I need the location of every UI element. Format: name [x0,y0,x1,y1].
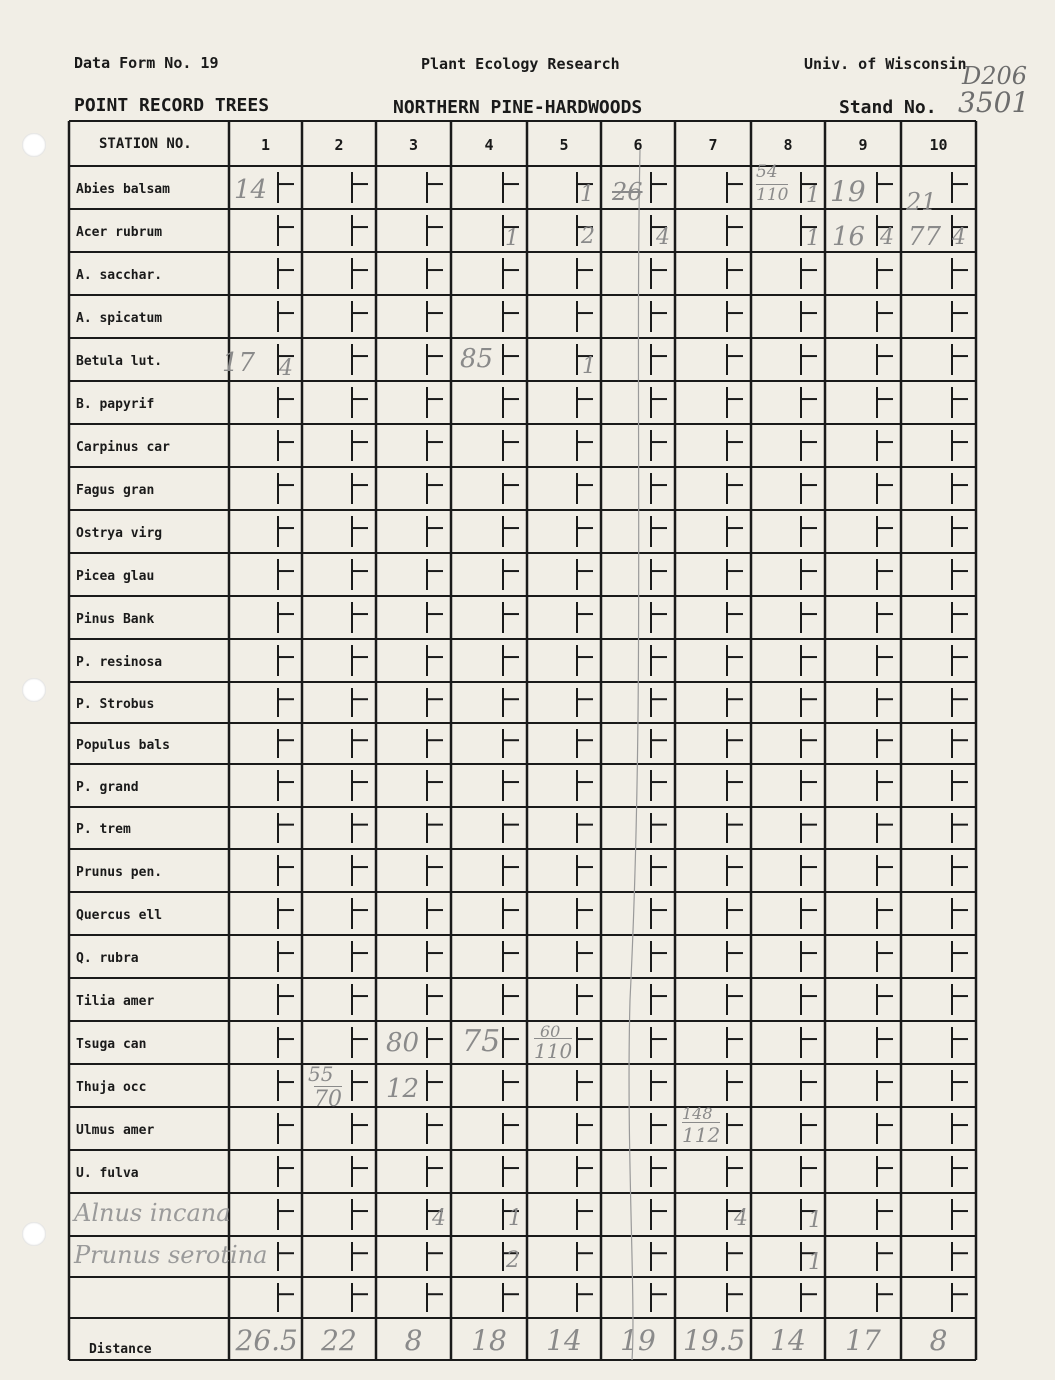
entry-prunus-ser-st4: 2 [506,1248,520,1273]
entry-alnus-st7: 4 [734,1206,748,1231]
species-label: Abies balsam [76,181,170,197]
species-label: Acer rubrum [76,224,163,240]
species-label: A. sacchar. [76,267,163,283]
species-label: U. fulva [76,1165,139,1181]
entry-betula-st1: 17 [222,348,256,378]
species-label: Betula lut. [76,353,163,369]
station-number: 10 [929,136,948,154]
entry-acer-st8: 1 [806,226,820,251]
form-number: Data Form No. 19 [74,54,219,72]
entry-abies-st8-bottom: 110 [756,185,789,205]
species-label: Prunus pen. [76,864,163,880]
species-label: B. papyrif [76,396,155,412]
species-label: P. trem [76,822,131,837]
corner-note: D206 [962,62,1028,90]
handwritten-species-label: Alnus incana [74,1198,231,1227]
entry-tsuga-st5-top: 60 [540,1022,561,1041]
research-title: Plant Ecology Research [421,55,620,73]
entry-abies-st1: 14 [234,175,268,205]
station-number: 5 [559,136,569,154]
distance-value: 26.5 [235,1324,298,1357]
station-number: 2 [334,136,344,154]
distance-label: Distance [89,1342,152,1357]
distance-value: 19.5 [683,1324,746,1357]
entry-acer-st6: 4 [656,225,670,250]
entry-abies-st5: 1 [580,182,594,207]
station-number: 8 [783,136,793,154]
species-label: Picea glau [76,568,155,584]
university-name: Univ. of Wisconsin [804,55,967,73]
species-label: Quercus ell [76,907,163,923]
entry-alnus-st8: 1 [808,1208,822,1233]
distance-value: 22 [321,1324,357,1357]
species-label: Pinus Bank [76,611,155,627]
species-label: Q. rubra [76,950,139,966]
distance-value: 17 [845,1324,881,1357]
handwritten-species-label: Prunus serotina [74,1240,268,1269]
entry-acer-st10-count: 4 [952,225,966,250]
species-label: Fagus gran [76,482,155,498]
entry-ulmus-st7-bottom: 112 [682,1123,721,1147]
entry-acer-st10: 77 [908,222,942,252]
station-number: 6 [633,136,643,154]
entry-abies-st8-top: 54 [756,162,778,182]
species-label: A. spicatum [76,310,163,326]
entry-abies-st10: 21 [906,188,937,216]
entry-alnus-st4: 1 [508,1206,522,1231]
entry-thuja-st3: 12 [386,1074,420,1104]
species-label: P. grand [76,779,139,795]
stand-label: Stand No. [839,97,937,118]
species-label: Carpinus car [76,439,170,455]
entry-tsuga-st3: 80 [386,1028,420,1058]
entry-betula-st1-count: 4 [279,356,293,381]
entry-tsuga-st4: 75 [462,1024,501,1059]
station-label: STATION NO. [99,136,192,152]
entry-abies-st9: 19 [830,175,866,208]
distance-value: 14 [770,1324,806,1357]
species-label: Ostrya virg [76,525,163,541]
species-label: P. Strobus [76,696,155,712]
entry-tsuga-st5-bottom: 110 [534,1039,573,1063]
stand-number: 3501 [958,86,1030,119]
entry-thuja-st2-top: 55 [308,1062,334,1086]
distance-value: 8 [929,1324,948,1357]
station-number: 9 [858,136,868,154]
distance-value: 8 [404,1324,423,1357]
species-label: Populus bals [76,737,170,753]
entry-prunus-ser-st8: 1 [808,1250,822,1275]
entry-ulmus-st7-top: 148 [682,1104,713,1123]
entry-betula-st4: 85 [460,344,494,374]
distance-value: 19 [620,1324,656,1357]
community-title: NORTHERN PINE-HARDWOODS [393,97,643,118]
entry-thuja-st2-bottom: 70 [314,1087,342,1112]
distance-value: 14 [546,1324,582,1357]
entry-acer-st9: 16 [832,222,866,252]
entry-acer-st5: 2 [581,224,595,249]
station-number: 3 [408,136,419,154]
species-label: Thuja occ [76,1079,147,1095]
record-type-title: POINT RECORD TREES [74,95,270,116]
entry-abies-st6: 26 [612,178,643,206]
species-label: Tilia amer [76,993,155,1009]
station-number: 7 [708,136,718,154]
species-label: Tsuga can [76,1036,147,1052]
species-label: P. resinosa [76,654,163,670]
station-number: 1 [260,136,271,154]
entry-abies-st8-count: 1 [806,183,820,208]
distance-value: 18 [471,1324,507,1357]
station-number: 4 [484,136,494,154]
entry-betula-st5: 1 [582,354,596,379]
species-label: Ulmus amer [76,1122,155,1138]
entry-acer-st4: 1 [505,226,519,251]
entry-alnus-st3: 4 [432,1206,446,1231]
entry-acer-st9-count: 4 [880,225,894,250]
